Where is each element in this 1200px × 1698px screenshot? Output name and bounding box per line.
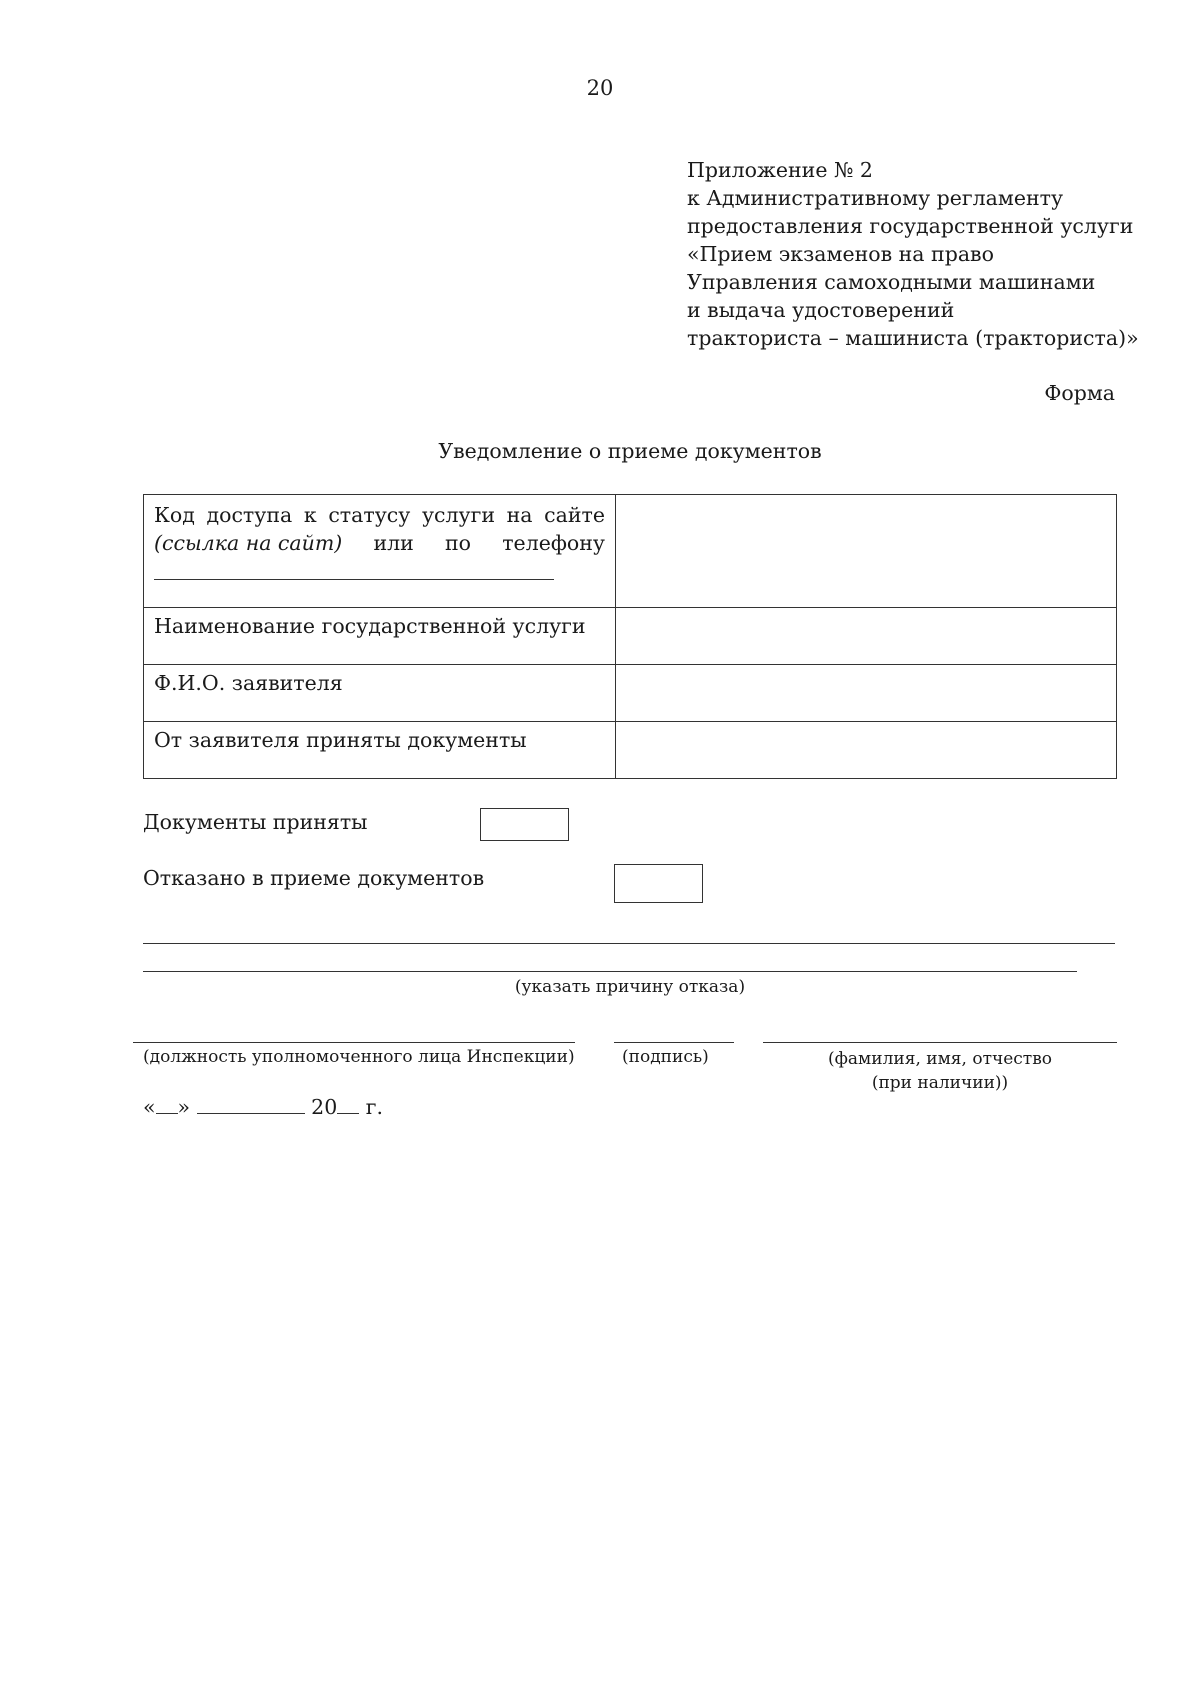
service-name-value-cell[interactable] (616, 608, 1117, 665)
word: доступа (206, 503, 293, 527)
appendix-line: тракториста – машиниста (тракториста)» (687, 326, 1139, 350)
documents-received-label: От заявителя приняты документы (144, 722, 616, 779)
appendix-header (687, 156, 1139, 352)
documents-rejected-label: Отказано в приеме документов (143, 866, 485, 890)
table-row (144, 665, 1117, 722)
phone-blank-line (154, 557, 554, 580)
word: телефону (502, 531, 605, 555)
form-label: Форма (1044, 381, 1115, 405)
rejection-reason-line[interactable] (143, 971, 1077, 972)
word: к (303, 503, 317, 527)
word: или (373, 531, 414, 555)
documents-accepted-label: Документы приняты (143, 810, 368, 834)
appendix-line: Приложение № 2 (687, 158, 873, 182)
access-code-label-cell (144, 495, 616, 608)
appendix-line: к Административному регламенту (687, 186, 1064, 210)
table-row (144, 608, 1117, 665)
position-line[interactable] (133, 1042, 575, 1043)
open-quote: « (143, 1095, 156, 1119)
appendix-line: Управления самоходными машинами (687, 270, 1096, 294)
rejection-reason-caption: (указать причину отказа) (514, 977, 746, 997)
rejection-reason-line[interactable] (143, 943, 1115, 944)
word: на (506, 503, 533, 527)
month-blank[interactable] (197, 1113, 305, 1114)
year-blank[interactable] (337, 1113, 359, 1114)
signature-caption: (подпись) (622, 1047, 709, 1067)
day-blank[interactable] (156, 1113, 178, 1114)
access-code-value-cell[interactable] (616, 495, 1117, 608)
applicant-name-value-cell[interactable] (616, 665, 1117, 722)
full-name-caption-line: (при наличии)) (871, 1073, 1009, 1093)
appendix-line: предоставления государственной услуги (687, 214, 1134, 238)
word: сайте (544, 503, 605, 527)
documents-rejected-checkbox[interactable] (614, 864, 703, 903)
year-prefix: 20 (311, 1095, 338, 1119)
date-line (143, 1095, 383, 1119)
documents-received-value-cell[interactable] (616, 722, 1117, 779)
access-code-text (154, 529, 605, 557)
word: статусу (328, 503, 411, 527)
signature-line[interactable] (614, 1042, 734, 1043)
word: Код (154, 503, 195, 527)
applicant-name-label: Ф.И.О. заявителя (144, 665, 616, 722)
close-quote: » (177, 1095, 191, 1119)
full-name-caption-line: (фамилия, имя, отчество (827, 1049, 1053, 1069)
page-number: 20 (586, 76, 614, 100)
appendix-line: и выдача удостоверений (687, 298, 955, 322)
word: услуги (421, 503, 495, 527)
documents-accepted-checkbox[interactable] (480, 808, 569, 841)
table-row (144, 722, 1117, 779)
full-name-caption (780, 1047, 1100, 1095)
site-link-placeholder: (ссылка на сайт) (154, 531, 343, 555)
position-caption: (должность уполномоченного лица Инспекции) (143, 1047, 575, 1067)
notification-table (143, 494, 1117, 779)
word: по (445, 531, 472, 555)
document-title: Уведомление о приеме документов (438, 439, 822, 463)
full-name-line[interactable] (763, 1042, 1117, 1043)
table-row (144, 495, 1117, 608)
year-suffix: г. (365, 1095, 384, 1119)
service-name-label: Наименование государственной услуги (144, 608, 616, 665)
access-code-text (154, 501, 605, 529)
appendix-line: «Прием экзаменов на право (687, 242, 994, 266)
